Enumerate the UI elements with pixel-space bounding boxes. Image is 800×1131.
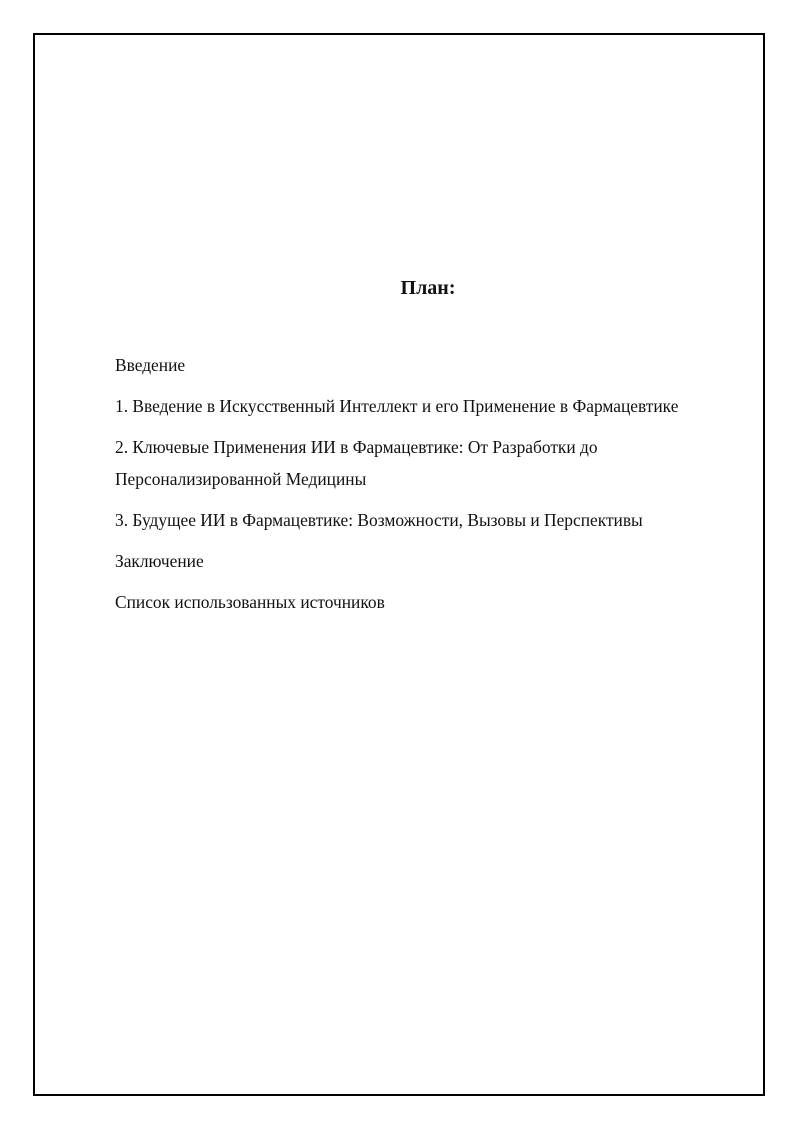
table-of-contents — [115, 349, 755, 627]
toc-item-conclusion: Заключение — [115, 551, 204, 571]
toc-item-chapter-1: 1. Введение в Искусственный Интеллект и его Применение в Фармацевтике — [115, 396, 679, 416]
toc-item-chapter-3: 3. Будущее ИИ в Фармацевтике: Возможности, Вызовы и Перспективы — [115, 510, 643, 530]
plan-title: План: — [400, 277, 456, 299]
toc-item-introduction: Введение — [115, 355, 186, 375]
toc-item-references: Список использованных источников — [115, 592, 385, 612]
toc-item-chapter-2: 2. Ключевые Применения ИИ в Фармацевтике: От Разработки до Персонализированной Медицины — [115, 437, 598, 489]
